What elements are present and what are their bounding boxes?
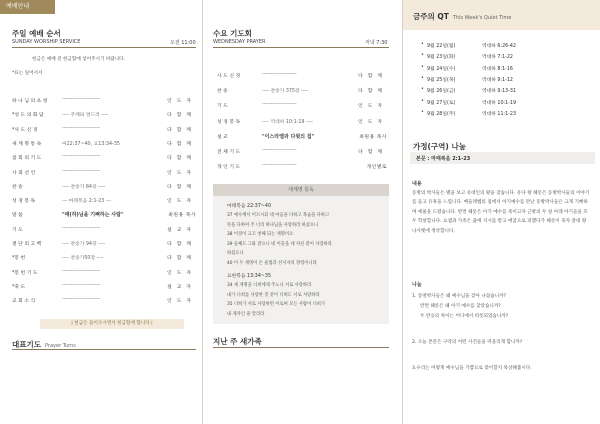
order-item-detail: ---- 주께와 엎드려 ---- [62, 113, 109, 119]
wednesday-time: 저녁 7:30 [365, 40, 388, 46]
order-item-name: 말 씀 [12, 213, 23, 219]
verse-line: 34 새 계명을 너희에게 주노니 서로 사랑하라 [227, 283, 312, 288]
order-item-name: 하 나 님 의 초 청 [12, 99, 48, 104]
worship-title-ko: 주일 예배 순서 [12, 29, 61, 38]
qt-title-ko: 금주의 QT [413, 12, 449, 21]
order-item-name: 성 경 봉 독 [217, 119, 241, 125]
new-family-title: 지난 주 새가족 [213, 337, 262, 346]
order-row [217, 163, 387, 171]
bullet-icon: • [421, 53, 424, 59]
worship-title-en: SUNDAY WORSHIP SERVICE [12, 39, 81, 45]
order-item-name: *봉 헌 기 도 [12, 270, 38, 276]
qt-item [421, 65, 571, 74]
order-item-detail: ---------------------- [62, 97, 101, 102]
family-q1b: 두 반응의 차이는 어디에서 비롯되었습니까? [420, 314, 509, 319]
order-item-leader: 다함께 [167, 141, 196, 147]
order-item-detail: ---------------------- [62, 168, 101, 174]
order-item-name: 결 단 의 고 백 [12, 242, 42, 247]
order-row [217, 102, 387, 110]
order-row [12, 111, 196, 119]
order-item-name: 사 죄 선 언 [12, 170, 36, 176]
prayer-turns-ko: 대표기도 [12, 340, 41, 349]
order-item-name: 기 도 [12, 227, 23, 233]
order-item-name: 설 교 [217, 134, 228, 140]
order-item-detail: ---------------------- [62, 154, 101, 160]
verse-line: 38 이것이 크고 첫째 되는 계명이요 [227, 232, 294, 237]
family-passage-box [410, 152, 595, 164]
order-item-name: 찬 송 [217, 89, 228, 95]
family-q1: 1. 동방박사들은 왜 예수님을 찾아 나섰습니까? [412, 294, 506, 299]
qt-date: 9월 27일(토) [427, 100, 456, 106]
verse-line: 하셨으니 [227, 251, 244, 256]
verse-line: 37 예수께서 이르시되 네 마음을 다하고 목숨을 다하고 [227, 213, 330, 218]
order-item-leader: 다함께 [167, 127, 196, 133]
order-item-detail: ---- 찬송가50장 ---- [62, 256, 104, 262]
order-item-detail: ---------------------- [62, 225, 101, 231]
qt-reference: 역대하 8:1-16 [482, 66, 513, 72]
wednesday-title [213, 28, 252, 39]
verse-line: 내 제자인 줄 알리라 [227, 311, 265, 317]
order-item-name: 성 경 봉 독 [12, 199, 36, 205]
order-item-detail: --- 마태복음 2:1-23 --- [62, 199, 112, 205]
family-content: 동방의 박사들은 별을 보고 유대인의 왕을 찾습니다. 유다 왕 헤롯은 동방박사들의 이야기를 듣고 유혹을 느낍니다. 베들레헴의 집에서 아기예수를 만난 동방박사들은 크게 기뻐하며 예물을 드렸습니다. 반면 헤롯은 아기 예수를 죽이고자 근방의 두 살 아래 아기들을 모두 학살합니다. 요셉과 가족은 꿈에 지시를 받고 애굽으로 피했다가 헤롯이 죽자 갈대 땅 나사렛에 정착합니다. [412, 191, 590, 234]
order-item-name: *봉 헌 [12, 256, 26, 262]
order-row [12, 226, 196, 234]
wednesday-rule [213, 47, 389, 48]
worship-intro: 헌금은 예배 전 헌금함에 넣어주시기 바랍니다. [32, 57, 126, 62]
order-item-leader: 다함께 [167, 156, 196, 162]
family-content-label: 내용 [412, 181, 422, 187]
order-row [217, 87, 387, 95]
order-item-name: *축 도 [12, 284, 26, 290]
worship-rule [12, 47, 196, 48]
order-item-detail: ---------------------- [62, 125, 101, 131]
worship-note: *표는 일어서서 [12, 71, 43, 76]
order-item-detail: -------------------- [262, 72, 297, 77]
bullet-icon: • [421, 64, 424, 70]
verse-line: 35 너희가 서로 사랑하면 이로써 모든 사람이 너희가 [227, 302, 326, 307]
order-item-name: 교 회 소 식 [12, 299, 36, 305]
verse-line: 39 둘째도 그와 같으니 네 이웃을 네 자신 같이 사랑하라 [227, 241, 332, 247]
qt-date: 9월 24일(수) [427, 66, 456, 72]
verse-line: 뜻을 다하여 주 너의 하나님을 사랑하라 하셨으니 [227, 222, 319, 228]
order-item-name: *사 도 신 경 [12, 127, 38, 133]
order-item-leader: 다함께 [167, 184, 196, 190]
order-item-leader: 인도자 [167, 199, 196, 205]
qt-item [421, 76, 571, 85]
qt-date: 9월 25일(목) [427, 77, 456, 83]
family-share-label: 나눔 [412, 282, 422, 288]
qt-reference: 역대하 9:1-12 [482, 77, 513, 83]
qt-date: 9월 28일(주) [427, 111, 456, 117]
qt-reference: 역대하 10:1-19 [482, 100, 517, 106]
qt-date: 9월 23일(화) [427, 55, 456, 61]
reading-box [213, 184, 389, 324]
order-item-leader: 설교자 [167, 284, 196, 290]
order-row [12, 97, 196, 105]
order-item-detail: ---------------------- [62, 268, 101, 274]
order-item-detail: ---- 찬송가 94장 ---- [62, 242, 106, 247]
offering-banner: | 헌금은 들어오시면서 헌금함에 합니다 | [40, 319, 184, 329]
order-item-detail: ---- 찬송가 375장 ---- [262, 89, 309, 95]
qt-item [421, 110, 571, 119]
order-item-leader: 다함께 [167, 256, 196, 262]
qt-header [403, 0, 600, 30]
order-row [12, 154, 196, 162]
order-row [12, 197, 196, 205]
order-item-leader: 인도자 [167, 170, 196, 176]
sermon-title: "애(하)님을 기뻐하는 사람" [62, 212, 124, 219]
order-row [12, 126, 196, 134]
order-item-leader: 인도자 [167, 299, 196, 305]
order-item-name: 기 도 [217, 104, 228, 110]
wednesday-title-ko: 수요 기도회 [213, 29, 252, 38]
qt-title-en: This Week's Quiet Time [452, 15, 512, 21]
order-row [12, 240, 196, 248]
order-item-leader: 최원용 목사 [168, 213, 196, 219]
order-row [217, 118, 387, 126]
order-item-leader: 다함께 [167, 113, 196, 119]
qt-reference: 역대하 9:13-31 [482, 89, 517, 95]
reading-head: 새계명 통독 [213, 184, 389, 196]
order-item-leader: 인도자 [358, 104, 387, 110]
order-item-leader: 인도자 [167, 270, 196, 276]
family-q3: 3.우리는 어떻게 예수님을 기쁨으로 맞이할지 묵상해봅시다. [412, 366, 532, 371]
section-tab: 예배안내 [0, 0, 55, 14]
worship-time: 오전 11:00 [170, 40, 196, 46]
qt-title [413, 11, 511, 22]
order-item-name: 전 체 기 도 [217, 150, 241, 155]
qt-date: 9월 22일(월) [427, 44, 456, 49]
prayer-turns-rule [12, 349, 196, 350]
order-item-detail: ---------------------- [62, 297, 101, 303]
reading-book-2: 요한복음 13:34~35 [227, 274, 272, 279]
order-item-detail: -------------------- [262, 163, 297, 169]
order-row [217, 72, 387, 80]
order-item-name: 참 회 의 기 도 [12, 156, 42, 162]
reading-book-1: 마태복음 22:37~40 [227, 204, 272, 209]
order-item-detail: -------------------- [262, 148, 297, 153]
order-item-name: *성 도 의 화 답 [12, 113, 44, 119]
verse-line: 내가 너희를 사랑한 것 같이 너희도 서로 사랑하라 [227, 292, 320, 298]
order-item-leader: 다함께 [358, 89, 387, 95]
qt-date: 9월 26일(금) [427, 89, 456, 95]
worship-title [12, 28, 61, 39]
new-family-rule [213, 347, 389, 348]
order-item-detail: 마22:37~40, 요13:34-35 [62, 141, 120, 147]
order-row [12, 283, 196, 291]
bullet-icon: • [421, 75, 424, 81]
order-item-leader: 인도자 [358, 119, 387, 125]
qt-item [421, 87, 571, 96]
bullet-icon: • [421, 42, 424, 47]
order-row [12, 169, 196, 177]
family-passage: 본문 : 마태복음 2:1-23 [416, 156, 471, 162]
qt-item [421, 42, 571, 51]
order-row [12, 183, 196, 191]
column-divider-1 [202, 0, 203, 424]
wednesday-title-en: WEDNESDAY PRAYER [213, 39, 266, 45]
qt-reference: 역대하 7:1-22 [482, 55, 513, 61]
bullet-icon: • [421, 109, 424, 115]
sermon-title: "이스라엘과 다윗의 집" [262, 133, 315, 140]
order-item-leader: 개인별로 [366, 165, 387, 171]
order-row [12, 269, 196, 277]
qt-item [421, 99, 571, 108]
family-q1a: 반면 헤롯은 왜 아기 예수를 찾았습니까? [420, 304, 501, 309]
order-item-detail: -------------------- [262, 102, 297, 108]
order-item-name: 새 계 명 통 독 [12, 141, 42, 147]
qt-item [421, 53, 571, 62]
order-item-leader: 다함께 [358, 150, 387, 155]
bullet-icon: • [421, 98, 424, 104]
order-item-name: 개 인 기 도 [217, 165, 241, 171]
order-item-leader: 설교자 [167, 227, 196, 233]
order-item-leader: 인도자 [167, 99, 196, 104]
qt-reference: 역대하 11:1-23 [482, 111, 517, 117]
order-row [12, 254, 196, 262]
order-item-leader: 다함께 [167, 242, 196, 247]
bullet-icon: • [421, 87, 424, 93]
order-row [12, 211, 196, 219]
order-row [12, 297, 196, 305]
family-q2: 2. 오늘 본문은 구약의 어떤 사건들을 떠올리게 합니까? [412, 340, 523, 345]
order-row [12, 140, 196, 148]
order-item-name: 찬 송 [12, 184, 23, 190]
order-item-leader: 최원용 목사 [359, 134, 387, 140]
order-row [217, 148, 387, 156]
order-row [217, 133, 387, 141]
family-title: 가정(구역) 나눔 [413, 142, 466, 151]
verse-line: 40 이 두 계명이 온 율법과 선지자의 강령이니라 [227, 260, 317, 266]
order-item-detail: ---- 역대하 10:1-19 ---- [262, 119, 313, 125]
qt-reference: 역대하 6:26-42 [482, 44, 517, 49]
order-item-detail: ---- 찬송가 84장 ---- [62, 184, 106, 190]
order-item-detail: ---------------------- [62, 282, 101, 288]
order-item-leader: 다함께 [358, 74, 387, 79]
order-item-name: 사 도 신 경 [217, 74, 241, 79]
prayer-turns-en: Prayer Turns [44, 343, 76, 349]
